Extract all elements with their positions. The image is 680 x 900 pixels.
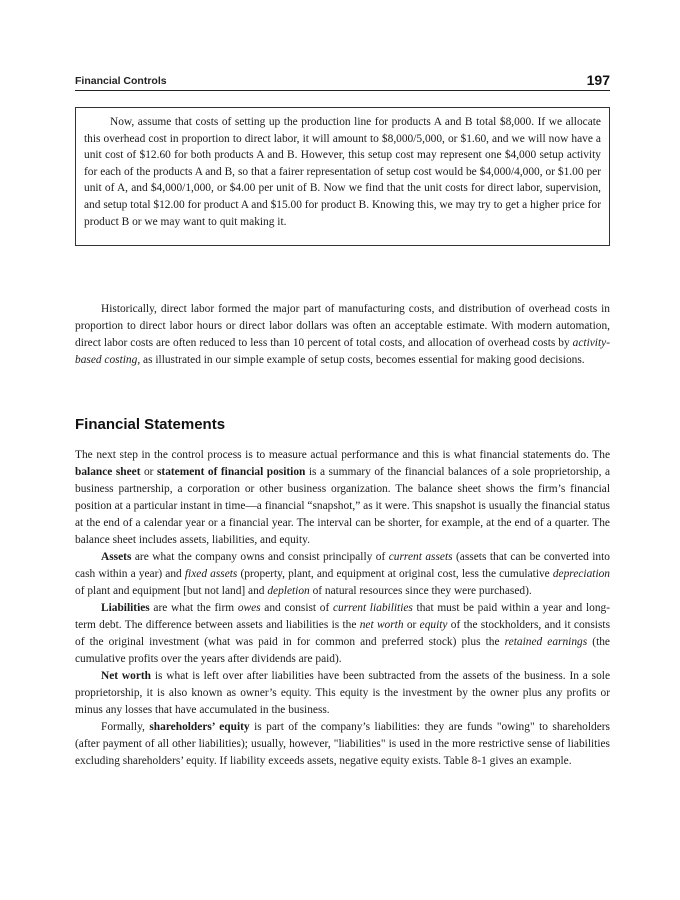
section-title: Financial Statements — [75, 416, 226, 433]
term-retained-earnings: retained earnings — [504, 636, 588, 648]
example-box — [75, 107, 610, 246]
p3-text-3: that must be paid within a year and long-term debt. The difference between assets and liabilities is the — [75, 602, 610, 631]
term-fixed-assets: fixed assets — [184, 568, 238, 580]
p1-text-3: is a summary of the financial balances of a sole proprietorship, a business partnership, a corporation or other business organization. The balance sheet shows the firm’s financial position at a particular instant in time—a financial “snapshot,” as it were. This snapshot is usually the financial status at the end of a calendar year or a financial year. The interval can be shorter, for example, at the end of a quarter. The balance sheet includes assets, liabilities, and equity. — [75, 466, 611, 546]
section-body — [75, 447, 610, 770]
balance-sheet-paragraph — [75, 447, 610, 549]
term-net-worth-bold: Net worth — [101, 670, 152, 682]
term-liabilities: Liabilities — [101, 602, 150, 614]
term-depletion: depletion — [267, 585, 310, 597]
p5-text-2: is part of the company’s liabilities: they are funds "owing" to shareholders (after payment of all other liabilities); usually, however, "liabilities" is used in the more restrictive sense of liabilities excluding shareholders’ equity. If liability exceeds assets, negative equity exists. Table 8-1 gives an example. — [75, 721, 610, 767]
term-depreciation: depreciation — [552, 568, 611, 580]
p3-text-1: are what the firm — [149, 602, 238, 614]
running-header — [75, 70, 610, 91]
p1-text-1: The next step in the control process is to measure actual performance and this is what financial statements do. The — [75, 449, 610, 461]
page-number: 197 — [586, 72, 610, 88]
term-current-liabilities: current liabilities — [333, 602, 413, 614]
p3-text-6: (the cumulative profits over the years after dividends are paid). — [75, 636, 610, 665]
p3-text-4: or — [403, 619, 420, 631]
p5-text-1: Formally, — [101, 721, 150, 733]
p2-text-1: are what the company owns and consist principally of — [131, 551, 389, 563]
term-shareholders-equity: shareholders’ equity — [149, 721, 250, 733]
historical-paragraph — [75, 301, 610, 369]
liabilities-paragraph — [75, 600, 610, 668]
term-activity-based-costing: activity-based costing — [75, 336, 610, 366]
p3-text-2: and consist of — [260, 602, 333, 614]
p3-text-5: of the stockholders, and it consists of the original investment (what was paid in for common and preferred stock) plus the — [75, 619, 610, 648]
p1-text-2: or — [140, 466, 157, 478]
historical-text-1: Historically, direct labor formed the major part of manufacturing costs, and distribution of overhead costs in proportion to direct labor hours or direct labor dollars was often an acceptable estimate. With modern automation, direct labor costs are often reduced to less than 10 percent of total costs, and allocation of overhead costs by — [75, 303, 610, 349]
term-assets: Assets — [101, 551, 132, 563]
p2-text-4: of plant and equipment [but not land] and — [75, 585, 268, 597]
assets-paragraph — [75, 549, 610, 600]
historical-text-2: , as illustrated in our simple example of setup costs, becomes essential for making good decisions. — [137, 353, 585, 366]
term-current-assets: current assets — [388, 551, 453, 563]
term-net-worth: net worth — [359, 619, 404, 631]
p2-text-3: (property, plant, and equipment at original cost, less the cumulative — [237, 568, 553, 580]
running-title: Financial Controls — [75, 75, 167, 87]
term-equity: equity — [419, 619, 448, 631]
p2-text-2: (assets that can be converted into cash within a year) and — [75, 551, 610, 580]
shareholders-equity-paragraph — [75, 719, 610, 770]
term-owes: owes — [237, 602, 261, 614]
term-balance-sheet: balance sheet — [75, 466, 141, 478]
p2-text-5: of natural resources since they were purchased). — [309, 585, 532, 597]
p4-text-1: is what is left over after liabilities have been subtracted from the assets of the business. In a sole proprietorship, it is also known as owner’s equity. This equity is the investment by the owner plus any profits or minus any losses that have accumulated in the business. — [75, 670, 610, 716]
net-worth-paragraph — [75, 668, 610, 719]
term-statement-of-financial-position: statement of financial position — [156, 466, 306, 478]
example-paragraph: Now, assume that costs of setting up the production line for products A and B total $8,000. If we allocate this overhead cost in proportion to direct labor, it will amount to $8,000/5,000, or $1.60, and we will now have a unit cost of $12.60 for both products A and B. However, this setup cost may represent one $4,000 setup activity for each of the products A and B, so that a fairer representation of setup cost would be $4,000/4,000, or $1.00 per unit of A, and $4,000/1,000, or $4.00 per unit of B. Now we find that the unit costs for direct labor, supervision, and setup total $12.00 for product A and $15.00 for product B. Knowing this, we may try to get a higher price for product B or we may want to quit making it. — [84, 116, 601, 228]
